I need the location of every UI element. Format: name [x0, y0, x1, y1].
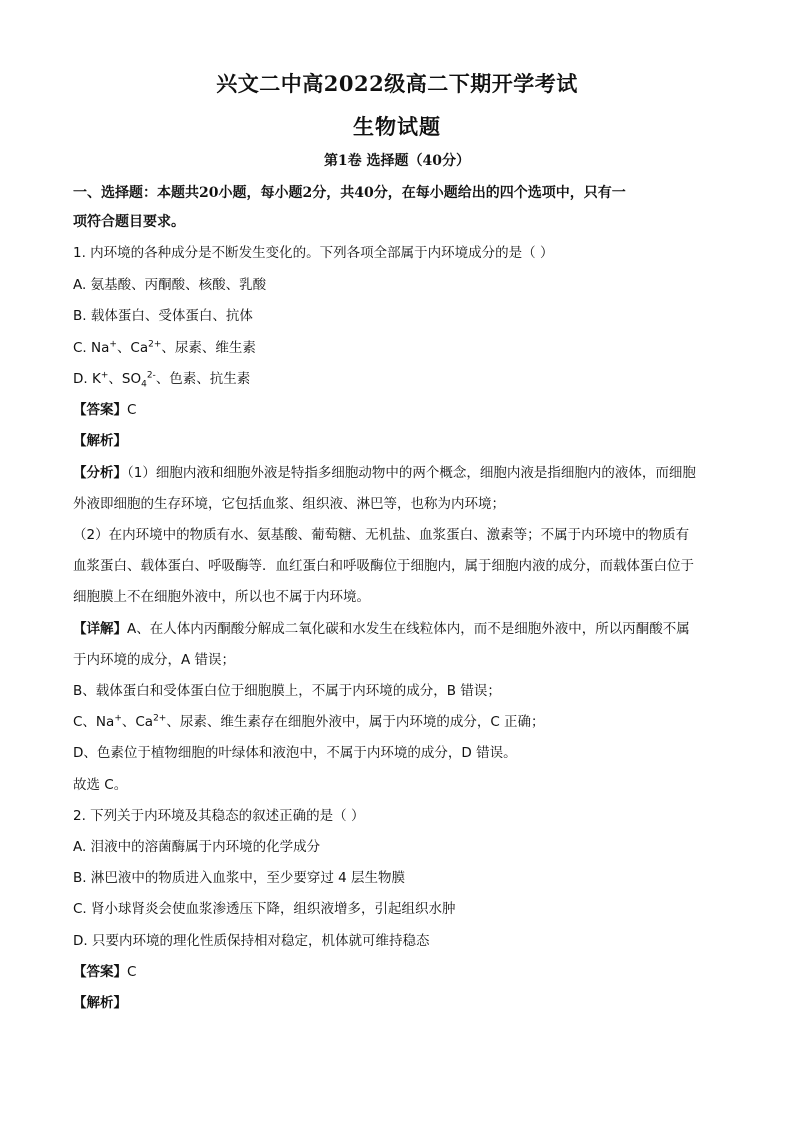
q1-detail-line1 — [73, 619, 733, 639]
q1-option-c-text-1: C. Na — [73, 340, 110, 356]
q2-option-c: C. 肾小球肾炎会使血浆渗透压下降，组织液增多，引起组织水肿 — [73, 901, 456, 917]
volume-heading: 第1卷 选择题（40分） — [323, 153, 471, 169]
q2-option-d: D. 只要内环境的理化性质保持相对稳定，机体就可维持稳态 — [73, 933, 430, 949]
q1-detail-line4 — [73, 712, 733, 732]
q1-option-d-text-3: 、色素、抗生素 — [155, 371, 251, 387]
q1-detail-4-sup-2: 2+ — [153, 713, 167, 724]
q2-answer-value: C — [127, 964, 137, 980]
q1-answer-tag: 【答案】 — [73, 402, 127, 418]
section-instruction-line1: 一、选择题：本题共20小题，每小题2分，共40分，在每小题给出的四个选项中，只有一 — [73, 185, 626, 201]
q1-conclusion: 故选 C。 — [73, 777, 128, 793]
q1-stem: 1. 内环境的各种成分是不断发生变化的。下列各项全部属于内环境成分的是（ ） — [73, 245, 554, 261]
q2-jiexi-tag: 【解析】 — [73, 995, 127, 1011]
q2-answer — [73, 962, 733, 982]
q1-detail-text-1: A、在人体内丙酮酸分解成二氧化碳和水发生在线粒体内，而不是细胞外液中，所以丙酮酸不属 — [127, 621, 690, 637]
q1-analysis-line3: （2）在内环境中的物质有水、氨基酸、葡萄糖、无机盐、血浆蛋白、激素等；不属于内环境中的物质有 — [73, 527, 690, 543]
q2-option-a: A. 泪液中的溶菌酶属于内环境的化学成分 — [73, 839, 321, 855]
q1-detail-4-sup-1: + — [114, 713, 122, 724]
q1-option-d-sup-2: 2- — [146, 370, 156, 381]
q1-option-d-sub: 4 — [141, 379, 147, 390]
q1-option-c-text-3: 、尿素、维生素 — [161, 340, 256, 356]
q2-stem: 2. 下列关于内环境及其稳态的叙述正确的是（ ） — [73, 808, 365, 824]
q1-detail-line3: B、载体蛋白和受体蛋白位于细胞膜上，不属于内环境的成分，B 错误； — [73, 683, 501, 699]
q1-analysis-line2: 外液即细胞的生存环境，它包括血浆、组织液、淋巴等，也称为内环境； — [73, 496, 505, 512]
q1-option-d-text-2: 、SO — [108, 371, 142, 387]
q1-fenxi-tag: 【分析】 — [73, 465, 127, 481]
q1-analysis-line1 — [73, 463, 733, 483]
q1-jiexi-tag: 【解析】 — [73, 433, 127, 449]
q1-answer-value: C — [127, 402, 137, 418]
q1-option-d-sup-1: + — [100, 370, 109, 381]
q1-option-c-sup-2: 2+ — [148, 339, 162, 350]
q1-option-c — [73, 338, 733, 358]
q1-analysis-line5: 细胞膜上不在细胞外液中，所以也不属于内环境。 — [73, 589, 370, 605]
section-instruction-line2: 项符合题目要求。 — [73, 214, 185, 230]
q1-fenxi-text-1: （1）细胞内液和细胞外液是特指多细胞动物中的两个概念，细胞内液是指细胞内的液体，而细胞 — [127, 465, 696, 481]
subject-title: 生物试题 — [353, 114, 441, 139]
q1-detail-line2: 于内环境的成分，A 错误； — [73, 652, 236, 668]
q1-answer — [73, 400, 733, 420]
q1-option-a: A. 氨基酸、丙酮酸、核酸、乳酸 — [73, 277, 267, 293]
q2-answer-tag: 【答案】 — [73, 964, 127, 980]
q1-option-c-text-2: 、Ca — [116, 340, 149, 356]
q1-option-c-sup-1: + — [109, 339, 117, 350]
q1-xiangjie-tag: 【详解】 — [73, 621, 127, 637]
q1-detail-line5: D、色素位于植物细胞的叶绿体和液泡中，不属于内环境的成分，D 错误。 — [73, 745, 517, 761]
q2-option-b: B. 淋巴液中的物质进入血浆中，至少要穿过 4 层生物膜 — [73, 870, 406, 886]
q1-option-b: B. 载体蛋白、受体蛋白、抗体 — [73, 308, 253, 324]
q1-detail-4-text-2: 、Ca — [121, 714, 154, 730]
exam-title: 兴文二中高2022级高二下期开学考试 — [216, 71, 578, 96]
q1-detail-4-text-1: C、Na — [73, 714, 115, 730]
q1-option-d-text-1: D. K — [73, 371, 101, 387]
q1-analysis-line4: 血浆蛋白、载体蛋白、呼吸酶等．血红蛋白和呼吸酶位于细胞内，属于细胞内液的成分，而载体蛋白位于 — [73, 558, 694, 574]
q1-option-d — [73, 369, 733, 389]
q1-detail-4-text-3: 、尿素、维生素存在细胞外液中，属于内环境的成分，C 正确； — [166, 714, 545, 730]
